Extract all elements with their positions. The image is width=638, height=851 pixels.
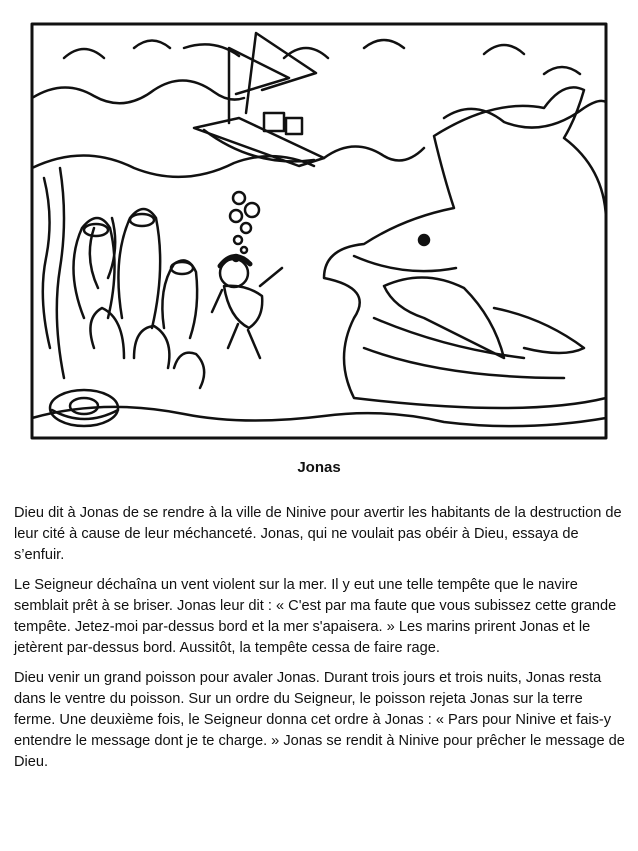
coloring-illustration (24, 18, 616, 444)
sea-waves (32, 80, 606, 176)
jonah-figure (212, 256, 282, 358)
story-title: Jonas (297, 459, 341, 476)
coral (73, 209, 204, 388)
paragraph: Dieu venir un grand poisson pour avaler Jonas. Durant trois jours et trois nuits, Jonas resta dans le ventre du poisson. Sur un ordre du Seigneur, le poisson rejeta Jonas sur la terre ferme. Une deuxième fois, le Seigneur donna cet ordre à Jonas : « Pars pour Ninive et fais-y entendre le message dont je te charge. » Jonas se rendit à Ninive pour prêcher le message de Dieu. (14, 670, 625, 770)
paragraph: Dieu dit à Jonas de se rendre à la ville de Ninive pour avertir les habitants de la destruction de leur cité à cause de leur méchanceté. Jonas, qui ne voulait pas obéir à Dieu, essaya de s’enfuir. (14, 505, 622, 563)
wave-crests (64, 40, 580, 74)
seaweed (43, 168, 115, 378)
boat (184, 33, 324, 166)
bubbles (230, 192, 259, 261)
paragraph: Le Seigneur déchaîna un vent violent sur la mer. Il y eut une telle tempête que le navire semblait prêt à se briser. Jonas leur dit : « C'est par ma faute que vous subissez cette grande tempête. Jetez-moi par-dessus bord et la mer s'apaisera. » Les marins prirent Jonas et le jetèrent par-dessus bord. Aussitôt, la tempête cessa de faire rage. (14, 577, 617, 656)
jonah-whale-drawing (24, 18, 616, 444)
whale (324, 87, 606, 408)
story-text (14, 503, 626, 782)
